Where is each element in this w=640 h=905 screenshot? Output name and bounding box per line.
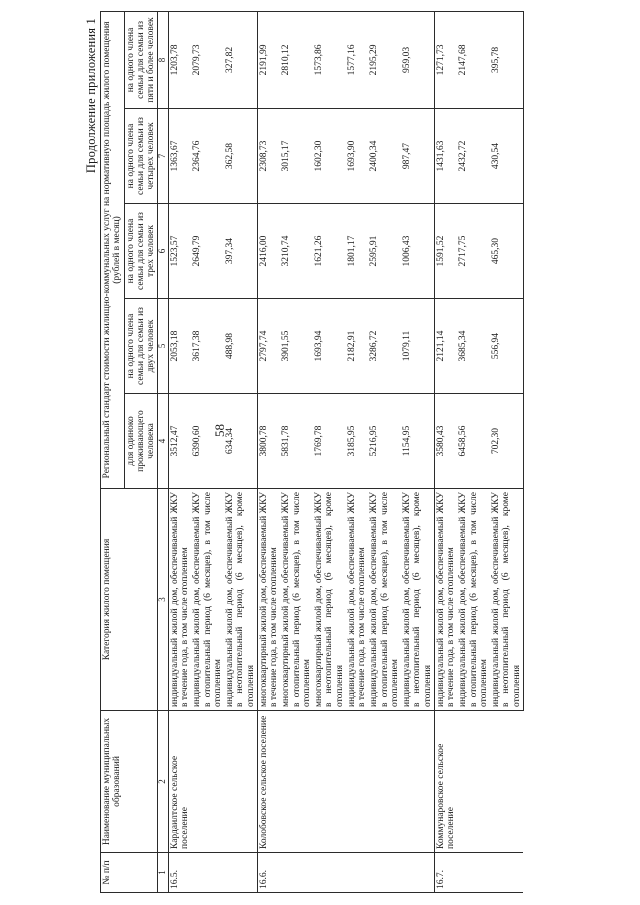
value-five: 2195,29 xyxy=(368,11,401,108)
value-four: 362,58 xyxy=(224,109,257,204)
header-municipality: Наименование муниципальных образований xyxy=(101,711,158,853)
value-single: 3185,95 xyxy=(346,394,369,489)
housing-category: многоквартирный жилой дом, обеспечиваемый ЖКУ в течение года, в том числе отоплением xyxy=(257,489,280,711)
housing-category: индивидуальный жилой дом, обеспечиваемый ЖКУ в течение года, в том числе отоплением xyxy=(434,489,457,711)
col-index: 5 xyxy=(158,299,169,394)
header-sub-two: на одного члена семьи для семьи из двух человек xyxy=(124,299,158,394)
value-two: 3685,34 xyxy=(457,299,490,394)
appendix-caption: Продолжение приложения 1 xyxy=(84,18,98,174)
value-four: 430,54 xyxy=(490,109,523,204)
value-three: 2649,79 xyxy=(191,204,224,299)
value-three: 2717,75 xyxy=(457,204,490,299)
row-number: 16.6. xyxy=(257,853,434,893)
value-three: 1621,26 xyxy=(313,204,346,299)
row-number: 16.5. xyxy=(168,853,257,893)
municipality-name: Кардаилтское сельское поселение xyxy=(168,711,257,853)
housing-category: индивидуальный жилой дом, обеспечиваемый ЖКУ в неотопительный период (6 месяцев), кроме отопления xyxy=(490,489,523,711)
value-five: 1203,78 xyxy=(168,11,191,108)
value-five: 1577,16 xyxy=(346,11,369,108)
housing-category: индивидуальный жилой дом, обеспечиваемый ЖКУ в течение года, в том числе отоплением xyxy=(346,489,369,711)
table-row xyxy=(168,11,191,892)
value-single: 1769,78 xyxy=(313,394,346,489)
value-single: 3512,47 xyxy=(168,394,191,489)
value-four: 1693,90 xyxy=(346,109,369,204)
value-three: 1523,57 xyxy=(168,204,191,299)
housing-category: индивидуальный жилой дом, обеспечиваемый ЖКУ в отопительный период (6 месяцев), в том числе отоплением xyxy=(368,489,401,711)
value-two: 3901,55 xyxy=(280,299,313,394)
value-five: 1573,86 xyxy=(313,11,346,108)
municipality-name: Колобовское сельское поселение xyxy=(257,711,434,853)
housing-category: многоквартирный жилой дом, обеспечиваемый ЖКУ в отопительный период (6 месяцев), в том числе отоплением xyxy=(280,489,313,711)
value-three: 2595,91 xyxy=(368,204,401,299)
value-single: 3800,78 xyxy=(257,394,280,489)
value-two: 2121,14 xyxy=(434,299,457,394)
value-three: 465,30 xyxy=(490,204,523,299)
value-four: 1363,67 xyxy=(168,109,191,204)
header-standard: Региональный стандарт стоимости жилищно-коммунальных услуг на нормативную площадь жилого помещения (рублей в месяц) xyxy=(101,11,125,488)
col-index: 7 xyxy=(158,109,169,204)
value-five: 2147,68 xyxy=(457,11,490,108)
housing-category: индивидуальный жилой дом, обеспечиваемый ЖКУ в течение года, в том числе отоплением xyxy=(168,489,191,711)
header-sub-five: на одного члена семьи для семьи из пяти и более человек xyxy=(124,11,158,108)
value-four: 2400,34 xyxy=(368,109,401,204)
value-three: 1006,43 xyxy=(401,204,434,299)
housing-category: индивидуальный жилой дом, обеспечиваемый ЖКУ в неотопительный период (6 месяцев), кроме отопления xyxy=(401,489,434,711)
housing-cost-table xyxy=(100,11,524,893)
value-single: 6458,56 xyxy=(457,394,490,489)
value-two: 488,98 xyxy=(224,299,257,394)
value-five: 1271,73 xyxy=(434,11,457,108)
header-row-1 xyxy=(101,11,125,892)
value-single: 1154,95 xyxy=(401,394,434,489)
col-index: 8 xyxy=(158,11,169,108)
value-three: 1801,17 xyxy=(346,204,369,299)
col-index: 1 xyxy=(158,853,169,893)
value-single: 634,34 xyxy=(224,394,257,489)
row-number: 16.7. xyxy=(434,853,523,893)
value-two: 1079,11 xyxy=(401,299,434,394)
value-five: 2079,73 xyxy=(191,11,224,108)
value-four: 2432,72 xyxy=(457,109,490,204)
value-four: 2364,76 xyxy=(191,109,224,204)
value-four: 987,47 xyxy=(401,109,434,204)
col-index: 3 xyxy=(158,489,169,711)
value-three: 3210,74 xyxy=(280,204,313,299)
value-single: 5216,95 xyxy=(368,394,401,489)
value-single: 702,30 xyxy=(490,394,523,489)
value-five: 959,03 xyxy=(401,11,434,108)
header-sub-four: на одного члена семьи для семьи из четырех человек xyxy=(124,109,158,204)
page-number: 58 xyxy=(212,424,227,437)
value-single: 5831,78 xyxy=(280,394,313,489)
housing-category: индивидуальный жилой дом, обеспечиваемый ЖКУ в отопительный период (6 месяцев), в том числе отоплением xyxy=(191,489,224,711)
value-two: 3286,72 xyxy=(368,299,401,394)
value-five: 327,82 xyxy=(224,11,257,108)
value-two: 1693,94 xyxy=(313,299,346,394)
col-index: 2 xyxy=(158,711,169,853)
value-three: 1591,52 xyxy=(434,204,457,299)
header-num: № п/п xyxy=(101,853,158,893)
table-row xyxy=(257,11,280,892)
housing-category: индивидуальный жилой дом, обеспечиваемый ЖКУ в неотопительный период (6 месяцев), кроме отопления xyxy=(224,489,257,711)
housing-category: индивидуальный жилой дом, обеспечиваемый ЖКУ в отопительный период (6 месяцев), в том числе отоплением xyxy=(457,489,490,711)
value-five: 2810,12 xyxy=(280,11,313,108)
header-sub-single: для одиноко проживающего человека xyxy=(124,394,158,489)
col-index: 6 xyxy=(158,204,169,299)
value-two: 2797,74 xyxy=(257,299,280,394)
header-category: Категория жилого помещения xyxy=(101,489,158,711)
value-single: 3580,43 xyxy=(434,394,457,489)
rotated-sheet xyxy=(82,12,582,893)
value-single: 6390,60 xyxy=(191,394,224,489)
value-two: 556,94 xyxy=(490,299,523,394)
value-four: 2308,73 xyxy=(257,109,280,204)
col-index: 4 xyxy=(158,394,169,489)
municipality-name: Коммунаровское сельское поселение xyxy=(434,711,523,853)
housing-category: многоквартирный жилой дом, обеспечиваемый ЖКУ в неотопительный период (6 месяцев), кроме отопления xyxy=(313,489,346,711)
value-two: 2053,18 xyxy=(168,299,191,394)
value-five: 395,78 xyxy=(490,11,523,108)
value-four: 1602,30 xyxy=(313,109,346,204)
table-row xyxy=(434,11,457,892)
header-sub-three: на одного члена семьи для семьи из трех человек xyxy=(124,204,158,299)
value-three: 2416,00 xyxy=(257,204,280,299)
value-four: 1431,63 xyxy=(434,109,457,204)
value-five: 2191,99 xyxy=(257,11,280,108)
value-three: 397,34 xyxy=(224,204,257,299)
column-index-row xyxy=(158,11,169,892)
value-four: 3015,17 xyxy=(280,109,313,204)
value-two: 2182,91 xyxy=(346,299,369,394)
value-two: 3617,38 xyxy=(191,299,224,394)
